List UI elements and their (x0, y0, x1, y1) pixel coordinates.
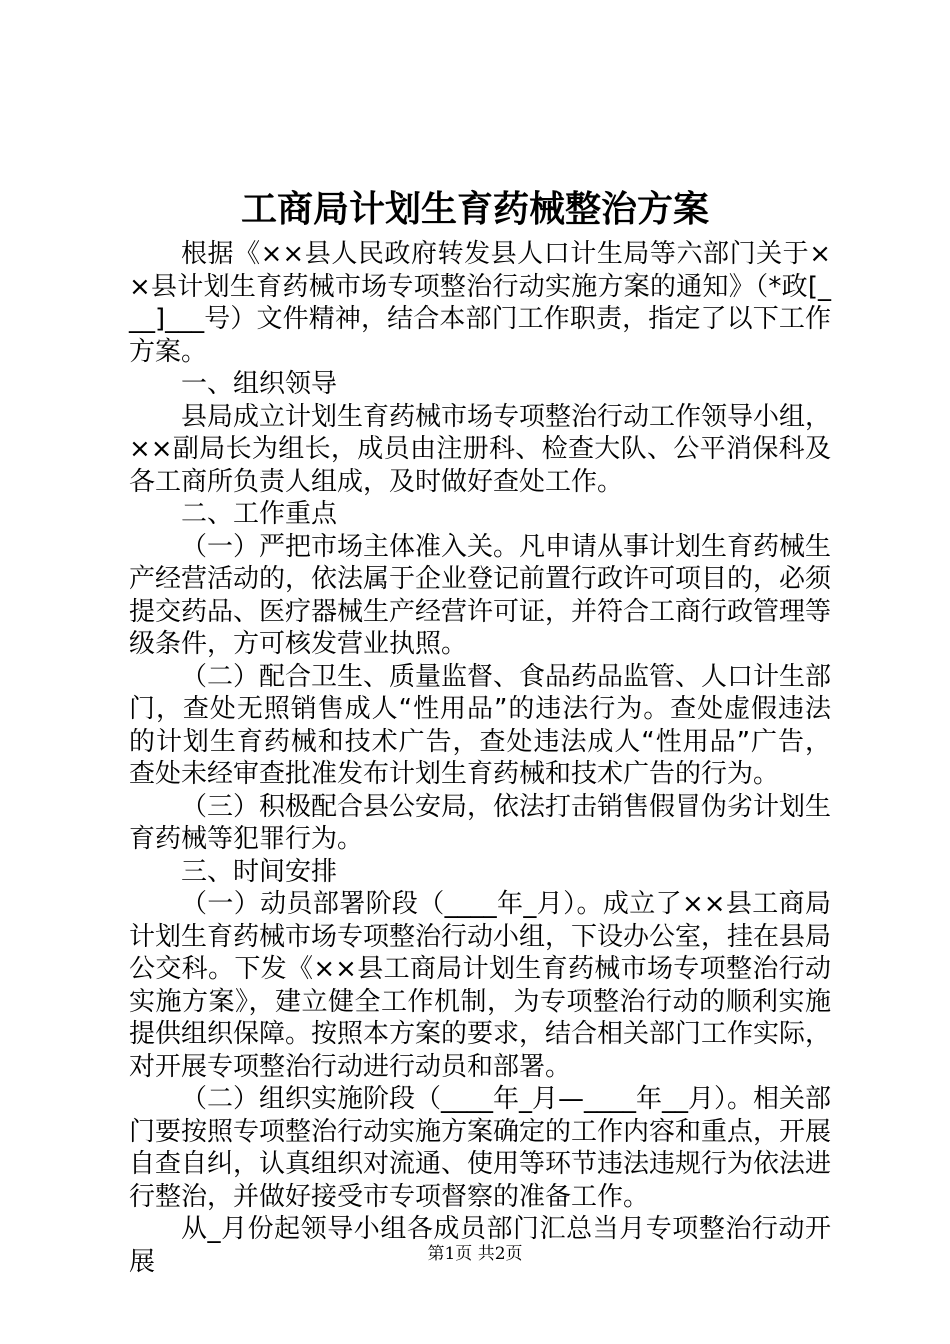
paragraph-schedule-1: （一）动员部署阶段（____年_月）。成立了××县工商局计划生育药械市场专项整治行动小组，下设办公室，挂在县局公交科。下发《××县工商局计划生育药械市场专项整治行动实施方案》，建立健全工作机制，为专项整治行动的顺利实施提供组织保障。按照本方案的要求，结合相关部门工作实际，对开展专项整治行动进行动员和部署。 (129, 889, 832, 1082)
document-body (129, 238, 831, 1278)
paragraph-key-work-1: （一）严把市场主体准入关。凡申请从事计划生育药械生产经营活动的，依法属于企业登记前置行政许可项目的，必须提交药品、医疗器械生产经营许可证，并符合工商行政管理等级条件，方可核发营业执照。 (129, 531, 832, 659)
heading-schedule: 三、时间安排 (181, 856, 338, 887)
paragraph-schedule-2: （二）组织实施阶段（____年_月—____年__月）。相关部门要按照专项整治行动实施方案确定的工作内容和重点，开展自查自纠，认真组织对流通、使用等环节违法违规行为依法进行整治，并做好接受市专项督察的准备工作。 (129, 1084, 832, 1212)
page-footer: 第1页 共2页 (427, 1244, 523, 1264)
paragraph-intro: 根据《××县人民政府转发县人口计生局等六部门关于××县计划生育药械市场专项整治行动实施方案的通知》（*政[___]___号）文件精神，结合本部门工作职责，指定了以下工作方案。 (129, 239, 831, 367)
document-title: 工商局计划生育药械整治方案 (240, 188, 709, 230)
heading-organization: 一、组织领导 (181, 369, 338, 399)
paragraph-organization: 县局成立计划生育药械市场专项整治行动工作领导小组，××副局长为组长，成员由注册科、检查大队、公平消保科及各工商所负责人组成，及时做好查处工作。 (129, 401, 832, 497)
paragraph-key-work-2: （二）配合卫生、质量监督、食品药品监管、人口计生部门，查处无照销售成人“性用品”的违法行为。查处虚假违法的计划生育药械和技术广告，查处违法成人“性用品”广告，查处未经审查批准发布计划生育药械和技术广告的行为。 (129, 661, 832, 789)
paragraph-key-work-3: （三）积极配合县公安局，依法打击销售假冒伪劣计划生育药械等犯罪行为。 (129, 791, 832, 854)
heading-key-work: 二、工作重点 (181, 499, 338, 529)
paragraph-monthly-report: 从_月份起领导小组各成员部门汇总当月专项整治行动开展 (129, 1214, 831, 1277)
